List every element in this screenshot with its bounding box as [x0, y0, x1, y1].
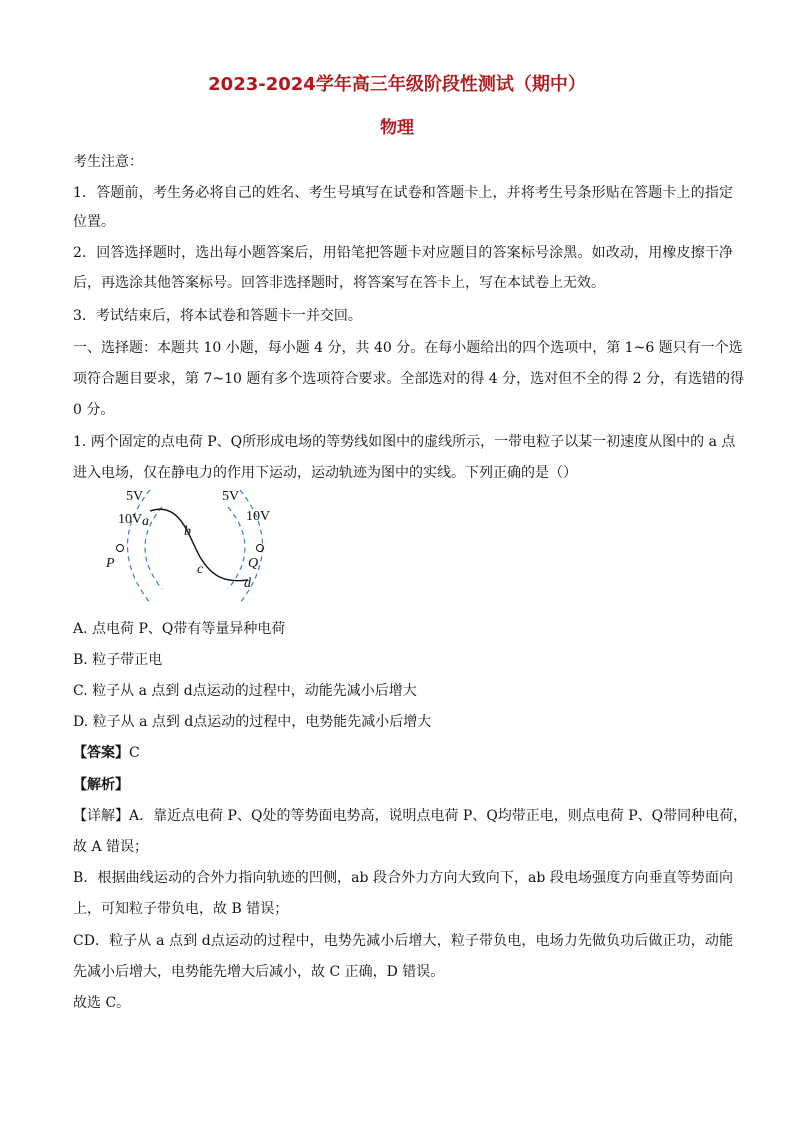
section-instructions-end: 0 分。 — [73, 402, 115, 418]
option-a: A. 点电荷 P、Q带有等量异种电荷 — [73, 621, 286, 637]
answer-label: 【答案】 — [73, 745, 129, 761]
option-c: C. 粒子从 a 点到 d点运动的过程中，动能先减小后增大 — [73, 683, 417, 699]
explanation-cd-cont: 先减小后增大，电势能先增大后减小，故 C 正确，D 错误。 — [73, 964, 445, 980]
analysis-label: 【解析】 — [73, 777, 129, 793]
right-10v-label: 10V — [246, 509, 271, 524]
explanation-b-cont: 上，可知粒子带负电，故 B 错误； — [73, 901, 289, 917]
section-instructions-cont: 项符合题目要求，第 7~10 题有多个选项符合要求。全部选对的得 4 分，选对但不全的得 2 分，有选错的得 — [73, 371, 744, 387]
notice-heading: 考生注意： — [73, 154, 143, 170]
notice-item-1-cont: 位置。 — [73, 214, 115, 230]
option-b: B. 粒子带正电 — [73, 652, 163, 668]
equipotential-diagram — [100, 485, 290, 610]
notice-item-1: 1．答题前，考生务必将自己的姓名、考生号填写在试卷和答题卡上，并将考生号条形贴在答题卡上的指定 — [73, 185, 733, 201]
point-c-label: c — [197, 562, 204, 577]
left-5v-label: 5V — [126, 489, 144, 504]
question-1-stem: 1. 两个固定的点电荷 P、Q所形成电场的等势线如图中的虚线所示，一带电粒子以某一初速度从图中的 a 点 — [73, 434, 736, 450]
equipotential-figure — [100, 485, 290, 610]
explanation-a-cont: 故 A 错误； — [73, 839, 149, 855]
option-d: D. 粒子从 a 点到 d点运动的过程中，电势能先减小后增大 — [73, 714, 432, 730]
answer-line — [73, 743, 733, 763]
charge-q-label: Q — [248, 556, 259, 571]
left-10v-label: 10V — [118, 512, 143, 527]
notice-item-2-cont: 后，再选涂其他答案标号。回答非选择题时，将答案写在答卡上，写在本试卷上无效。 — [73, 275, 605, 291]
notice-item-3: 3．考试结束后，将本试卷和答题卡一并交回。 — [73, 308, 362, 324]
point-a-label: a — [142, 514, 149, 529]
notice-item-2: 2．回答选择题时，选出每小题答案后，用铅笔把答题卡对应题目的答案标号涂黑。如改动，用橡皮擦干净 — [73, 245, 733, 261]
exam-title: 2023-2024学年高三年级阶段性测试（期中） — [208, 74, 586, 95]
right-5v-label: 5V — [222, 489, 240, 504]
right-inner-equipotential — [228, 507, 245, 589]
explanation-cd: CD．粒子从 a 点到 d点运动的过程中，电势先减小后增大，粒子带负电，电场力先做负功后做正功，动能 — [73, 933, 733, 949]
section-instructions: 一、选择题：本题共 10 小题，每小题 4 分，共 40 分。在每小题给出的四个选项中，第 1~6 题只有一个选 — [73, 340, 743, 356]
point-b-label: b — [184, 524, 191, 539]
explanation-b: B．根据曲线运动的合外力指向轨迹的凹侧，ab 段合外力方向大致向下，ab 段电场强度方向垂直等势面向 — [73, 870, 733, 886]
subject-title: 物理 — [380, 118, 414, 138]
explanation-conclusion: 故选 C。 — [73, 995, 131, 1011]
point-d-label: d — [244, 576, 251, 591]
charge-p-marker — [117, 545, 124, 552]
charge-p-label: P — [106, 556, 115, 571]
left-outer-equipotential — [128, 490, 151, 603]
question-1-stem-cont: 进入电场，仅在静电力的作用下运动，运动轨迹为图中的实线。下列正确的是（） — [73, 465, 577, 481]
answer-value: C — [129, 745, 140, 761]
explanation-a: 【详解】A．靠近点电荷 P、Q处的等势面电势高，说明点电荷 P、Q均带正电，则点电荷 P、Q带同种电荷， — [73, 808, 748, 824]
